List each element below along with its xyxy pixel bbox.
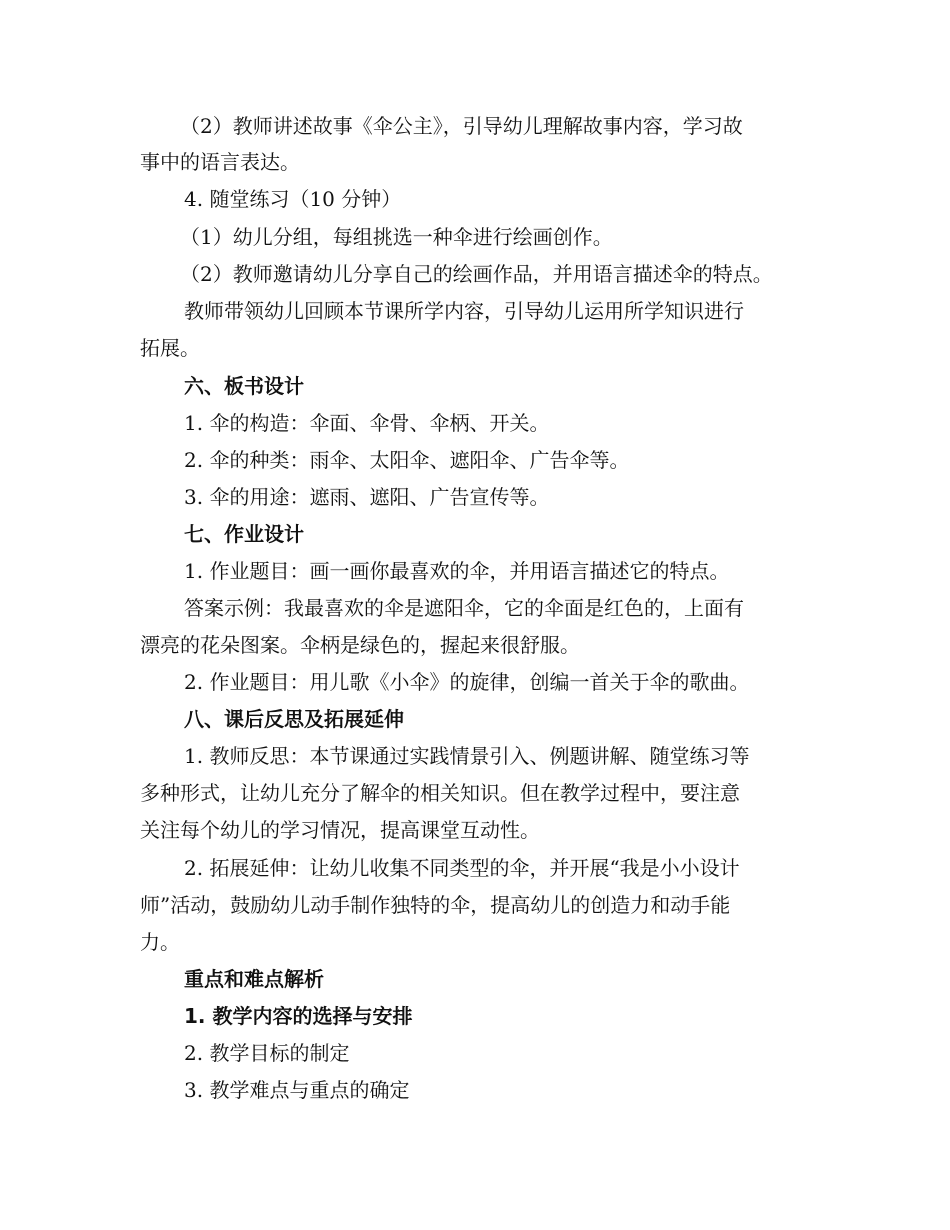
paragraph-line: 事中的语言表达。: [140, 150, 300, 174]
list-item: 1. 作业题目：画一画你最喜欢的伞，并用语言描述它的特点。: [184, 559, 730, 583]
list-item: 1. 伞的构造：伞面、伞骨、伞柄、开关。: [184, 411, 550, 435]
list-item: 2. 教学目标的制定: [184, 1041, 350, 1065]
list-item: （2）教师邀请幼儿分享自己的绘画作品，并用语言描述伞的特点。: [180, 262, 773, 286]
list-item: （1）幼儿分组，每组挑选一种伞进行绘画创作。: [180, 225, 613, 249]
section-heading: 八、课后反思及拓展延伸: [184, 707, 404, 731]
list-item: 3. 教学难点与重点的确定: [184, 1078, 410, 1102]
paragraph-line: 漂亮的花朵图案。伞柄是绿色的，握起来很舒服。: [140, 633, 580, 657]
paragraph-line: 力。: [140, 930, 180, 954]
list-item: 3. 伞的用途：遮雨、遮阳、广告宣传等。: [184, 485, 550, 509]
section-heading: 六、板书设计: [184, 374, 304, 398]
list-item: 2. 伞的种类：雨伞、太阳伞、遮阳伞、广告伞等。: [184, 448, 630, 472]
section-heading: 七、作业设计: [184, 522, 304, 546]
paragraph-line: 拓展。: [140, 336, 200, 360]
list-item: 1. 教师反思：本节课通过实践情景引入、例题讲解、随堂练习等: [184, 744, 750, 768]
subsection-heading: 1. 教学内容的选择与安排: [184, 1004, 413, 1028]
paragraph-line: 多种形式，让幼儿充分了解伞的相关知识。但在教学过程中，要注意: [140, 781, 740, 805]
section-heading: 重点和难点解析: [184, 967, 324, 991]
paragraph-line: 教师带领幼儿回顾本节课所学内容，引导幼儿运用所学知识进行: [184, 299, 744, 323]
list-item: 2. 作业题目：用儿歌《小伞》的旋律，创编一首关于伞的歌曲。: [184, 670, 750, 694]
paragraph-line: 师”活动，鼓励幼儿动手制作独特的伞，提高幼儿的创造力和动手能: [140, 893, 731, 917]
paragraph-line: 关注每个幼儿的学习情况，提高课堂互动性。: [140, 818, 540, 842]
list-item: 4. 随堂练习（10 分钟）: [184, 187, 402, 211]
paragraph-line: （2）教师讲述故事《伞公主》，引导幼儿理解故事内容，学习故: [180, 114, 743, 138]
list-item: 2. 拓展延伸：让幼儿收集不同类型的伞，并开展“我是小小设计: [184, 856, 740, 880]
paragraph-line: 答案示例：我最喜欢的伞是遮阳伞，它的伞面是红色的，上面有: [184, 596, 744, 620]
